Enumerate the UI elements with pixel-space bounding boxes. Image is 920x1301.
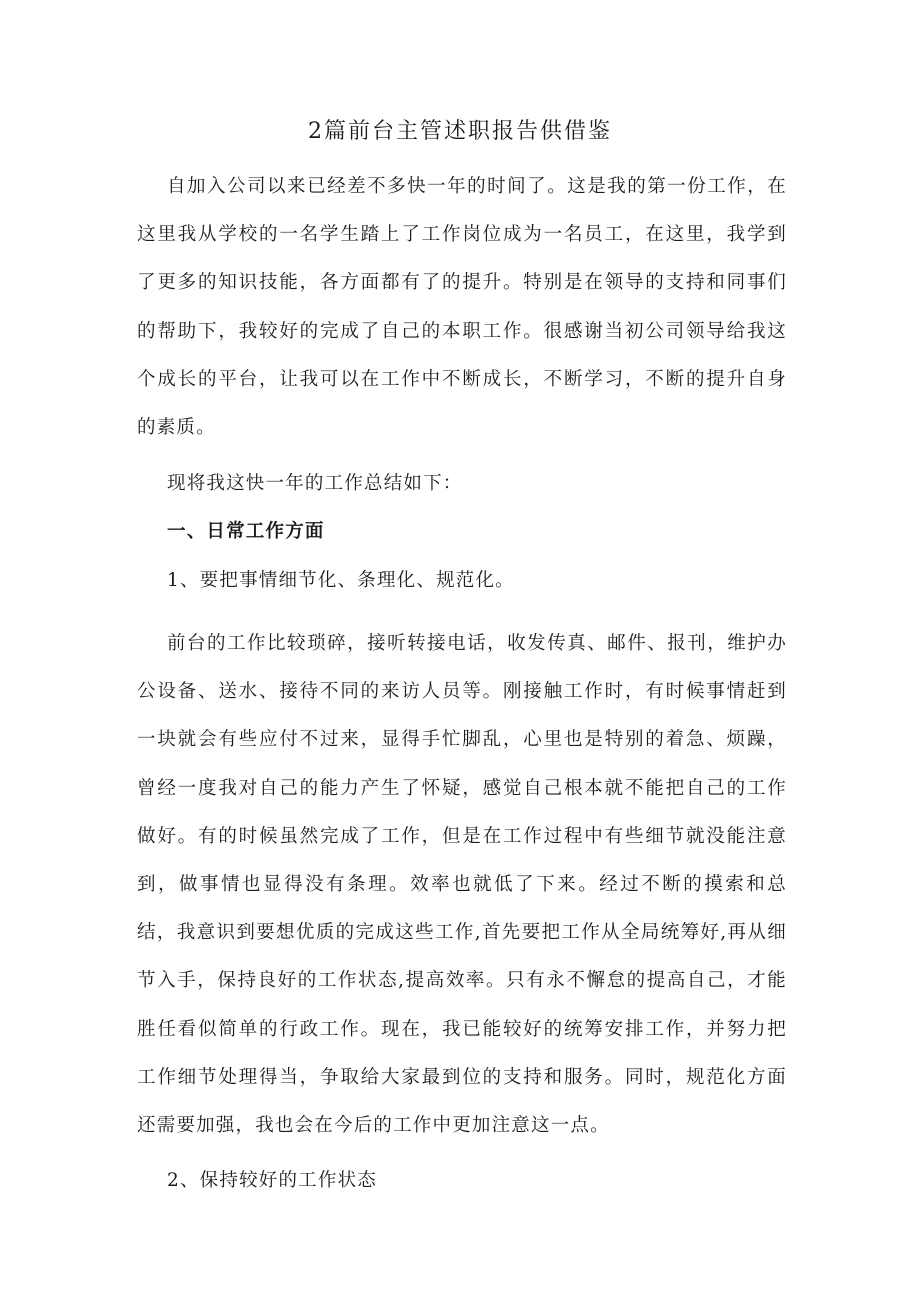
summary-intro-paragraph: 现将我这快一年的工作总结如下：: [167, 473, 463, 494]
subheading-detail-organization: 1、要把事情细节化、条理化、规范化。: [167, 570, 515, 591]
section-heading-daily-work: 一、日常工作方面: [167, 521, 325, 542]
subheading-work-state: 2、保持较好的工作状态: [167, 1170, 377, 1191]
document-title: 2篇前台主管述职报告供借鉴: [308, 119, 612, 144]
intro-paragraph: 自加入公司以来已经差不多快一年的时间了。这是我的第一份工作，在这里我从学校的一名学生踏上了工作岗位成为一名员工，在这里，我学到了更多的知识技能，各方面都有了的提升。特别是在领导的支持和同事们的帮助下，我较好的完成了自己的本职工作。很感谢当初公司领导给我这个成长的平台，让我可以在工作中不断成长，不断学习，不断的提升自身的素质。: [137, 176, 787, 439]
front-desk-work-paragraph: 前台的工作比较琐碎，接听转接电话，收发传真、邮件、报刊，维护办公设备、送水、接待不同的来访人员等。刚接触工作时，有时候事情赶到一块就会有些应付不过来，显得手忙脚乱，心里也是特别的着急、烦躁，曾经一度我对自己的能力产生了怀疑，感觉自己根本就不能把自己的工作做好。有的时候虽然完成了工作，但是在工作过程中有些细节就没能注意到，做事情也显得没有条理。效率也就低了下来。经过不断的摸索和总结，我意识到要想优质的完成这些工作,首先要把工作从全局统筹好,再从细节入手，保持良好的工作状态,提高效率。只有永不懈怠的提高自己，才能胜任看似简单的行政工作。现在，我已能较好的统筹安排工作，并努力把工作细节处理得当，争取给大家最到位的支持和服务。同时，规范化方面还需要加强，我也会在今后的工作中更加注意这一点。: [137, 633, 787, 1137]
